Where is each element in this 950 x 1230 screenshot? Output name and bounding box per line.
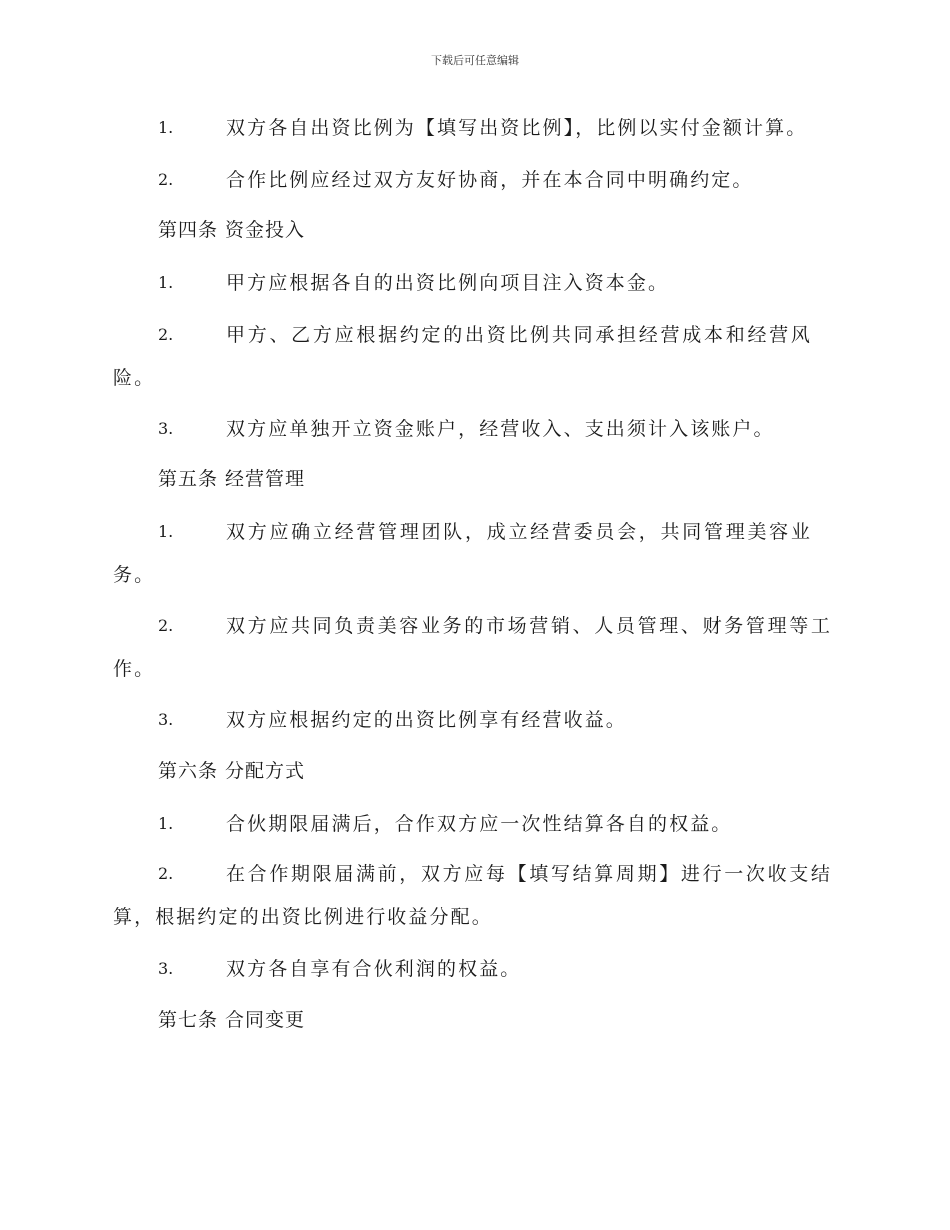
item-number: 1.	[158, 118, 174, 137]
article-heading: 第四条 资金投入	[158, 219, 306, 241]
item-text-continuation: 算，根据约定的出资比例进行收益分配。	[113, 906, 493, 928]
item-text-continuation: 作。	[113, 658, 156, 680]
item-text: 甲方、乙方应根据约定的出资比例共同承担经营成本和经营风	[226, 324, 812, 346]
item-number: 3.	[158, 959, 174, 978]
article-heading: 第七条 合同变更	[158, 1009, 306, 1031]
item-text-continuation: 险。	[113, 367, 156, 389]
item-text: 合伙期限届满后，合作双方应一次性结算各自的权益。	[226, 813, 733, 835]
article-heading: 第五条 经营管理	[158, 468, 306, 490]
item-number: 2.	[158, 325, 174, 344]
item-text: 甲方应根据各自的出资比例向项目注入资本金。	[226, 272, 670, 294]
item-text: 双方应确立经营管理团队，成立经营委员会，共同管理美容业	[226, 521, 812, 543]
item-text: 双方各自出资比例为【填写出资比例】，比例以实付金额计算。	[226, 117, 808, 139]
item-number: 3.	[158, 710, 174, 729]
item-number: 2.	[158, 170, 174, 189]
item-text: 双方应根据约定的出资比例享有经营收益。	[226, 709, 627, 731]
item-number: 2.	[158, 616, 174, 635]
item-number: 1.	[158, 522, 174, 541]
item-text: 双方应共同负责美容业务的市场营销、人员管理、财务管理等工	[226, 615, 832, 637]
item-text-continuation: 务。	[113, 564, 156, 586]
page-header: 下载后可任意编辑	[431, 54, 519, 67]
item-number: 3.	[158, 419, 174, 438]
item-number: 1.	[158, 814, 174, 833]
item-number: 1.	[158, 273, 174, 292]
item-text: 双方各自享有合伙利润的权益。	[226, 958, 522, 980]
item-text: 合作比例应经过双方友好协商，并在本合同中明确约定。	[226, 169, 754, 191]
item-number: 2.	[158, 864, 174, 883]
item-text: 双方应单独开立资金账户，经营收入、支出须计入该账户。	[226, 418, 775, 440]
item-text: 在合作期限届满前，双方应每【填写结算周期】进行一次收支结	[226, 863, 832, 885]
article-heading: 第六条 分配方式	[158, 760, 306, 782]
